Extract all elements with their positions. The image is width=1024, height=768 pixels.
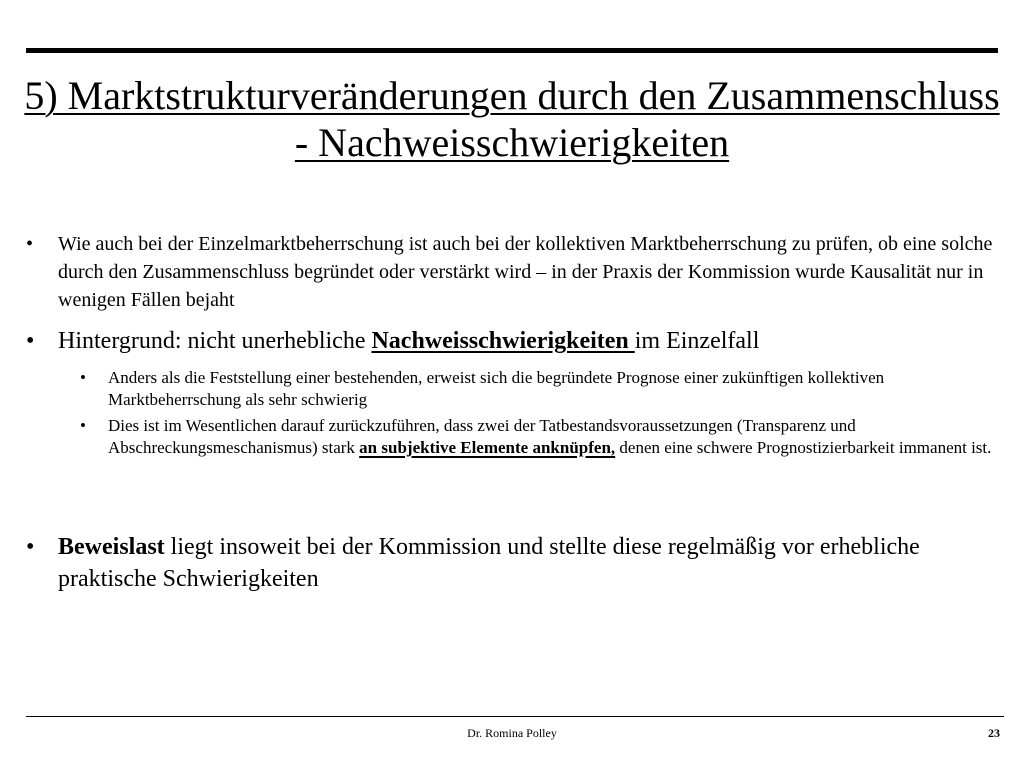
sub-bullet-subjective-suffix: denen eine schwere Prognostizierbarkeit immanent ist. xyxy=(615,438,992,457)
bullet-causality-text: Wie auch bei der Einzelmarktbeherrschung ist auch bei der kollektiven Marktbeherrschung zu prüfen, ob eine solche durch den Zusammenschluss begründet oder verstärkt wird – in der Praxis der Kommission wurde Kausalität nur in wenigen Fällen bejaht xyxy=(58,233,993,311)
bullet-burden-suffix: liegt insoweit bei der Kommission und stellte diese regelmäßig vor erhebliche praktische Schwierigkeiten xyxy=(58,534,920,592)
bullet-background-prefix: Hintergrund: nicht unerhebliche xyxy=(58,328,372,354)
sub-bullet-icon: • xyxy=(80,416,86,435)
bullet-burden-of-proof xyxy=(26,531,998,595)
sub-bullet-prognosis xyxy=(80,367,998,411)
bullet-causality xyxy=(26,230,998,314)
bullet-icon: • xyxy=(26,534,35,560)
sub-bullet-icon: • xyxy=(80,368,86,387)
top-divider xyxy=(26,48,998,53)
bullet-background xyxy=(26,325,998,357)
bullet-icon: • xyxy=(26,328,35,354)
slide-title-line-1: 5) Marktstrukturveränderungen durch den Zusammenschluss xyxy=(24,73,1000,118)
slide-title xyxy=(20,72,1004,166)
footer-divider xyxy=(26,716,1004,717)
bullet-burden-emphasis: Beweislast xyxy=(58,534,165,560)
footer-author: Dr. Romina Polley xyxy=(467,726,557,740)
sub-bullet-subjective-elements xyxy=(80,415,998,459)
slide-title-line-2: - Nachweisschwierigkeiten xyxy=(294,120,730,165)
sub-bullet-subjective-emphasis: an subjektive Elemente anknüpfen, xyxy=(359,438,616,457)
sub-bullet-prognosis-text: Anders als die Feststellung einer bestehenden, erweist sich die begründete Prognose einer zukünftigen kollektiven Marktbeherrschung als sehr schwierig xyxy=(108,368,885,409)
bullet-icon: • xyxy=(26,233,34,255)
page-number: 23 xyxy=(988,726,1000,740)
sub-bullet-subjective-prefix: Dies ist im Wesentlichen darauf zurückzuführen, dass zwei der Tatbestandsvoraussetzungen (Transparenz und Abschreckungsmeschanismus) stark xyxy=(108,416,856,457)
bullet-background-suffix: im Einzelfall xyxy=(634,328,760,354)
bullet-background-emphasis: Nachweisschwierigkeiten xyxy=(371,328,635,354)
